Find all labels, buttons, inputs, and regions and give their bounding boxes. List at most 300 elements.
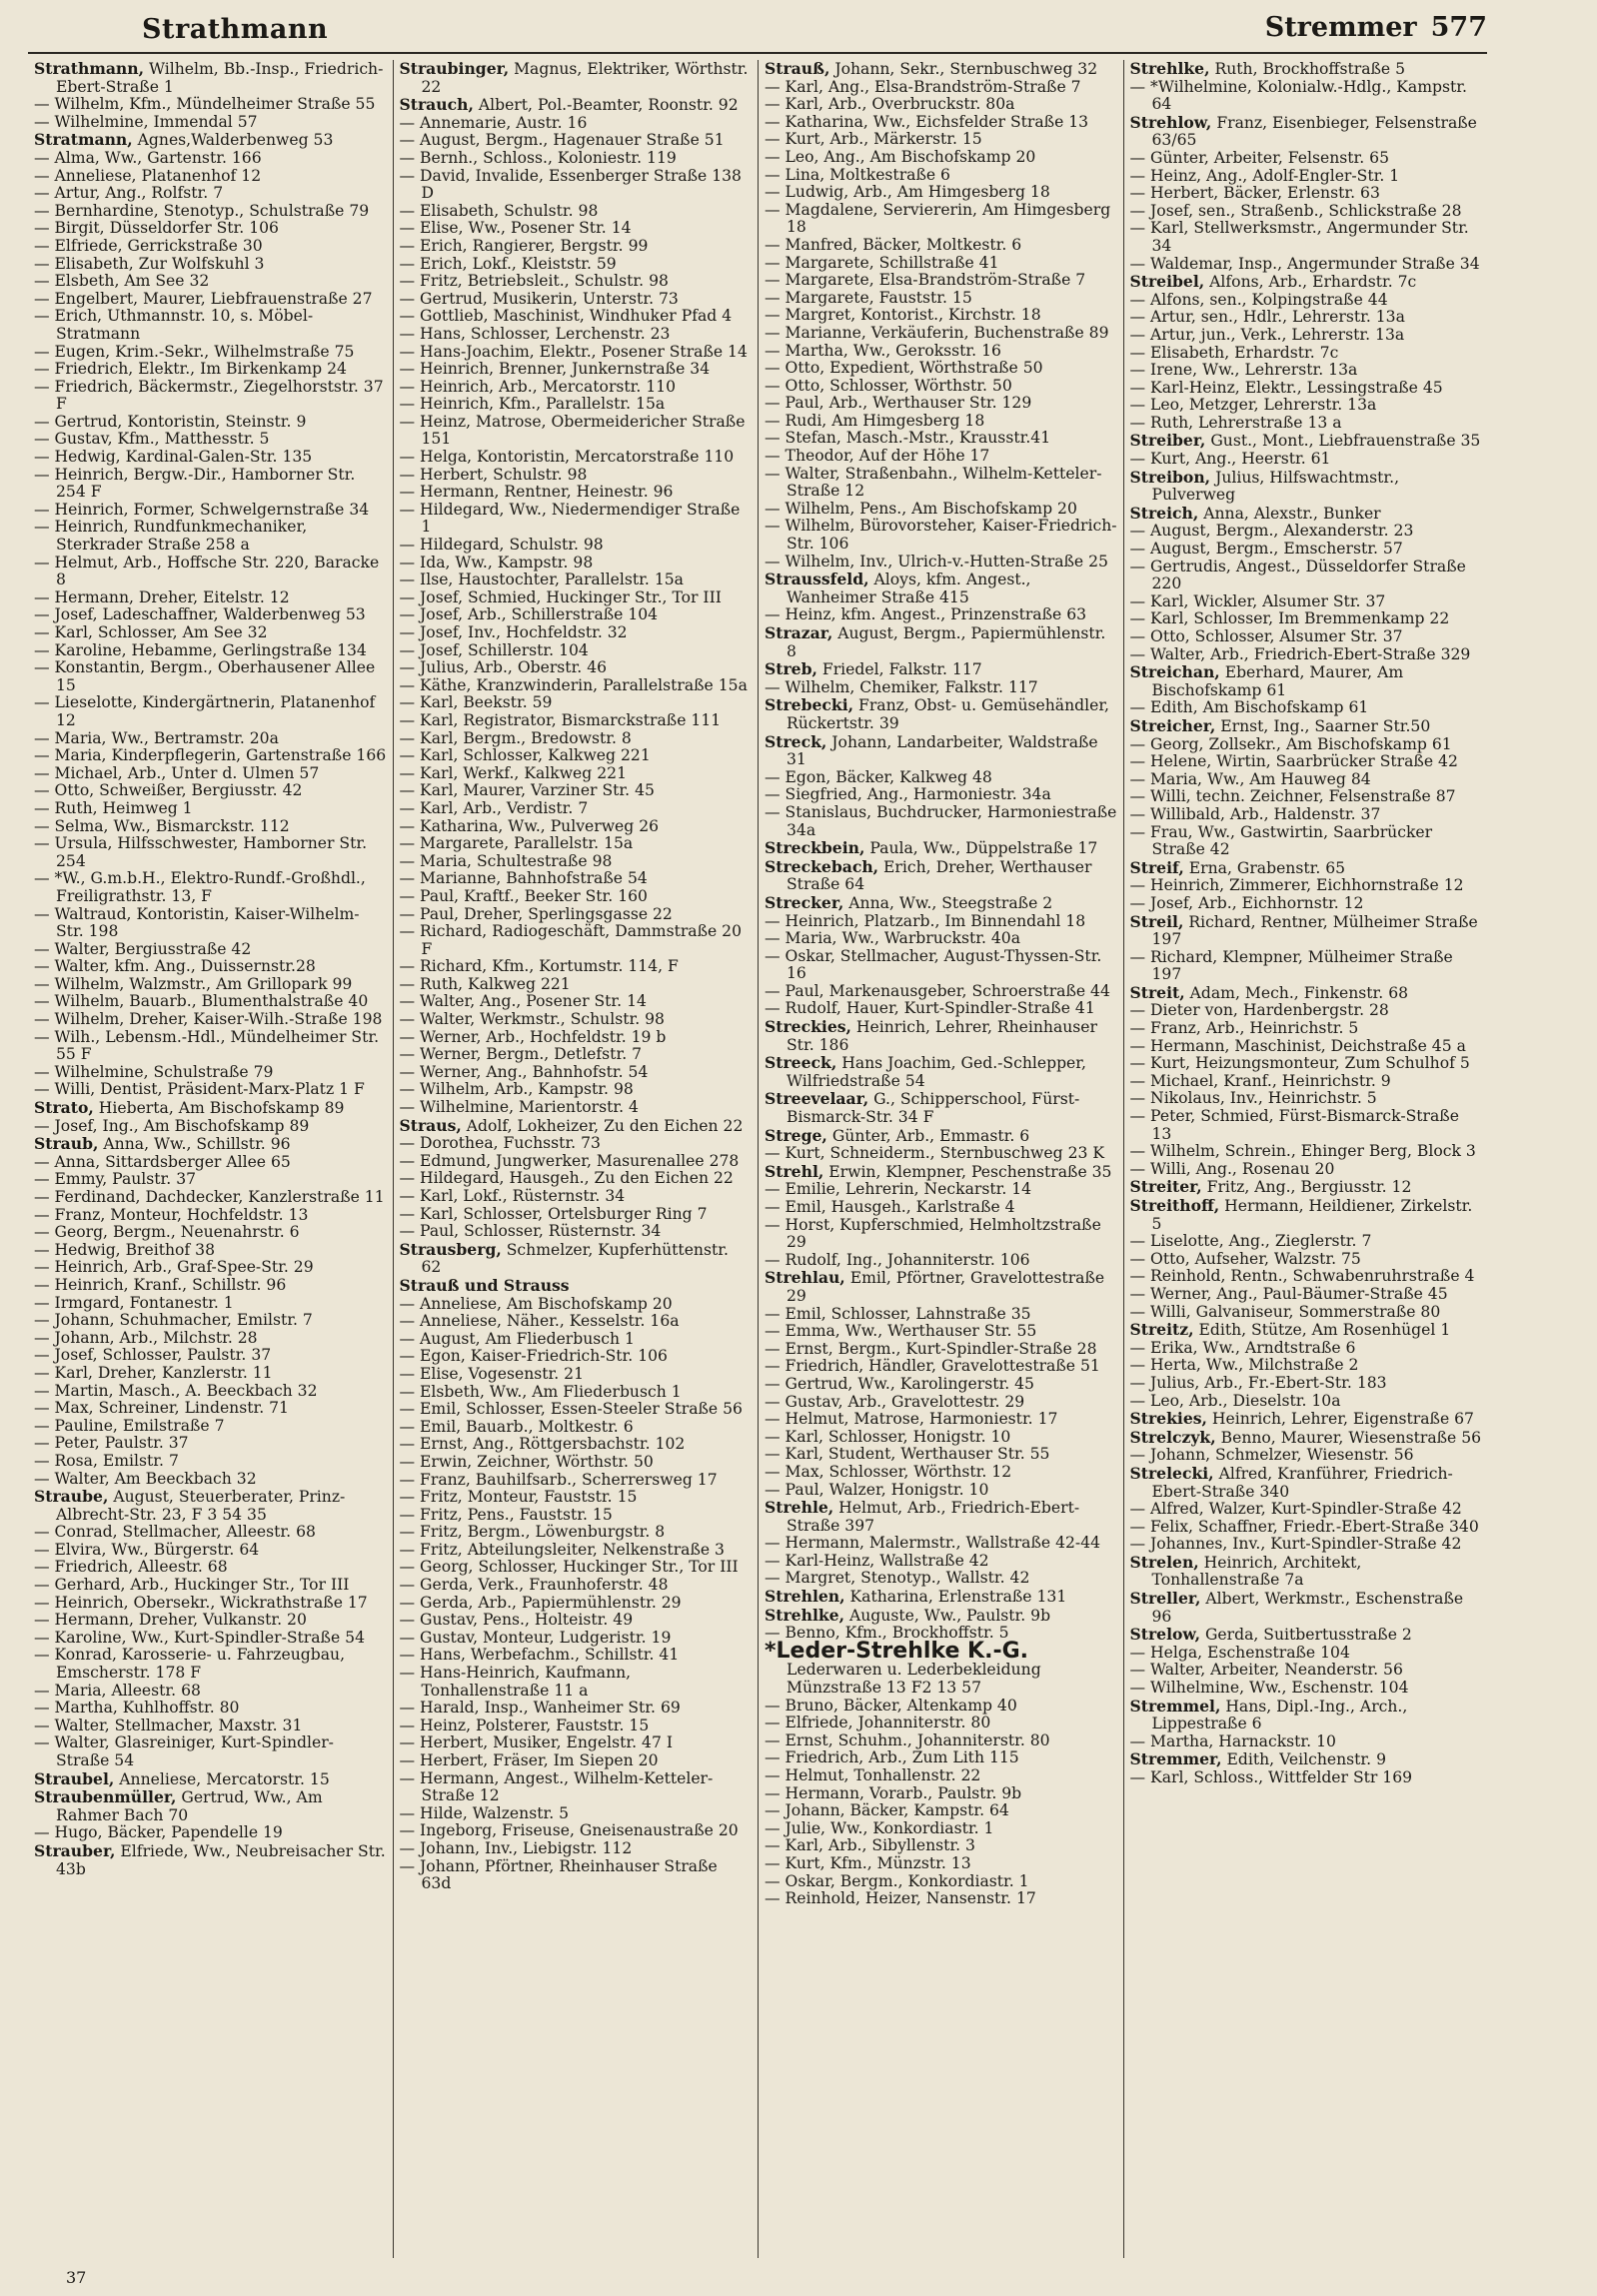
entry-details: — Paul, Markenausgeber, Schroerstraße 44 <box>765 981 1110 1000</box>
entry-details: — Wilhelm, Arb., Kampstr. 98 <box>399 1080 634 1099</box>
directory-entry <box>400 677 753 695</box>
entry-details: — Johann, Schuhmacher, Emilstr. 7 <box>34 1311 313 1330</box>
entry-details: — Werner, Ang., Bahnhofstr. 54 <box>399 1062 649 1081</box>
directory-entry <box>400 1858 753 1893</box>
directory-entry <box>34 1718 387 1735</box>
directory-entry <box>1130 559 1484 593</box>
directory-entry <box>1130 1393 1484 1411</box>
entry-details: — Wilhelm, Pens., Am Bischofskamp 20 <box>765 499 1077 518</box>
entry-details: — Erwin, Zeichner, Wörthstr. 50 <box>399 1452 654 1471</box>
entry-details: — Ernst, Ang., Röttgersbachstr. 102 <box>399 1435 686 1454</box>
directory-entry <box>765 1588 1117 1607</box>
entry-details: Erich, Dreher, Werthauser Straße 64 <box>787 857 1092 894</box>
entry-details: — Ferdinand, Dachdecker, Kanzlerstraße 11 <box>34 1188 385 1206</box>
directory-entry <box>1130 1357 1484 1375</box>
entry-details: — Julius, Arb., Oberstr. 46 <box>399 658 608 677</box>
entry-details: — Elsbeth, Ww., Am Fliederbusch 1 <box>399 1382 682 1401</box>
directory-entry <box>34 1118 387 1136</box>
entry-details: — Herbert, Musiker, Engelstr. 47 I <box>399 1733 674 1752</box>
directory-entry <box>765 114 1117 132</box>
entry-details: — Kurt, Kfm., Münzstr. 13 <box>765 1853 971 1872</box>
directory-entry <box>400 555 753 573</box>
entry-details: — Walter, Ang., Posener Str. 14 <box>399 992 647 1011</box>
directory-entry <box>765 1749 1117 1767</box>
directory-entry <box>34 1471 387 1489</box>
directory-entry <box>400 1313 753 1331</box>
entry-details: — Friedrich, Elektr., Im Birkenkamp 24 <box>34 360 347 379</box>
directory-entry <box>765 894 1117 913</box>
directory-entry <box>34 941 387 959</box>
column-3 <box>759 60 1124 2258</box>
directory-entry <box>400 326 753 344</box>
entry-details: — Wilhelmine, Immendal 57 <box>34 112 258 131</box>
entry-details: — Rudolf, Hauer, Kurt-Spindler-Straße 41 <box>765 999 1095 1018</box>
directory-entry <box>765 839 1117 858</box>
entry-details: — Werner, Bergm., Detlefstr. 7 <box>399 1045 643 1064</box>
directory-entry <box>765 1127 1117 1146</box>
directory-entry <box>34 1630 387 1648</box>
entry-details: August, Bergm., Papiermühlenstr. 8 <box>787 624 1106 660</box>
directory-entry <box>1130 541 1484 559</box>
directory-entry <box>1130 824 1484 859</box>
directory-entry <box>34 800 387 818</box>
directory-entry <box>765 1698 1117 1716</box>
entry-details: — Josef, Schlosser, Paulstr. 37 <box>34 1346 272 1365</box>
entry-details: Gust., Mont., Liebfrauenstraße 35 <box>1205 432 1481 451</box>
directory-entry <box>765 1145 1117 1163</box>
entry-details: — Alfred, Walzer, Kurt-Spindler-Straße 42 <box>1129 1500 1462 1519</box>
directory-entry <box>765 360 1117 378</box>
directory-entry <box>1130 771 1484 789</box>
entry-details: — Stanislaus, Buchdrucker, Harmoniestraße 34a <box>765 802 1117 839</box>
entry-details: — Engelbert, Maurer, Liebfrauenstraße 27 <box>34 289 373 308</box>
entry-details: — Heinrich, Arb., Graf-Spee-Str. 29 <box>34 1258 314 1277</box>
entry-details: — Wilhelmine, Ww., Eschenstr. 104 <box>1129 1679 1409 1698</box>
entry-details: — Franz, Monteur, Hochfeldstr. 13 <box>34 1205 309 1224</box>
entry-details: — Dorothea, Fuchsstr. 73 <box>399 1134 601 1153</box>
entry-details: — Kurt, Heizungsmonteur, Zum Schulhof 5 <box>1129 1054 1470 1073</box>
entry-details: — Walter, Glasreiniger, Kurt-Spindler-Straße 54 <box>34 1733 334 1769</box>
entry-details: — Josef, Schmied, Huckinger Str., Tor III <box>399 587 722 606</box>
entry-details: — Wilhelm, Chemiker, Falkstr. 117 <box>765 677 1038 696</box>
entry-details: — Hildegard, Hausgeh., Zu den Eichen 22 <box>399 1169 734 1188</box>
entry-details: Katharina, Erlenstraße 131 <box>844 1588 1067 1607</box>
directory-entry <box>34 519 387 554</box>
directory-entry <box>1130 1268 1484 1286</box>
entry-details: — Magdalene, Serviererin, Am Himgesberg 18 <box>765 200 1111 237</box>
entry-details: — Annemarie, Austr. 16 <box>399 113 588 132</box>
entry-surname: Streil, <box>1129 911 1184 931</box>
entry-details: — Edmund, Jungwerker, Masurenallee 278 <box>399 1151 740 1170</box>
directory-entry <box>34 1734 387 1769</box>
directory-entry <box>1130 114 1484 150</box>
entry-details: — Herbert, Bäcker, Erlenstr. 63 <box>1129 184 1380 203</box>
directory-entry <box>765 1802 1117 1820</box>
directory-entry <box>1130 256 1484 274</box>
directory-entry <box>34 906 387 941</box>
entry-surname: Strehlke, <box>765 1605 845 1625</box>
directory-entry <box>34 993 387 1011</box>
directory-entry <box>400 379 753 397</box>
entry-details: — Helmut, Matrose, Harmoniestr. 17 <box>765 1410 1058 1429</box>
directory-entry <box>765 1000 1117 1018</box>
directory-entry <box>1130 1002 1484 1020</box>
entry-surname: Streiber, <box>1129 431 1206 451</box>
entry-details: Adolf, Lokheizer, Zu den Eichen 22 <box>461 1116 744 1135</box>
directory-entry <box>765 1607 1117 1626</box>
entry-details: — Leo, Arb., Dieselstr. 10a <box>1129 1391 1341 1410</box>
directory-entry <box>1130 1519 1484 1537</box>
entry-details: — Heinz, Polsterer, Fauststr. 15 <box>399 1716 650 1734</box>
directory-entry <box>765 1446 1117 1464</box>
directory-entry <box>34 256 387 274</box>
directory-entry <box>400 606 753 624</box>
directory-entry <box>765 858 1117 894</box>
entry-details: — Margarete, Parallelstr. 15a <box>399 834 634 853</box>
entry-details: — Ruth, Heimweg 1 <box>34 798 193 817</box>
entry-details: Hans, Dipl.-Ing., Arch., Lippestraße 6 <box>1151 1697 1408 1733</box>
directory-entry <box>1130 699 1484 717</box>
entry-details: — Johann, Schmelzer, Wiesenstr. 56 <box>1129 1446 1414 1465</box>
directory-entry <box>765 1323 1117 1341</box>
directory-entry <box>1130 505 1484 524</box>
directory-entry <box>765 413 1117 431</box>
directory-entry <box>765 983 1117 1001</box>
directory-entry <box>1130 788 1484 806</box>
directory-entry <box>400 60 753 96</box>
entry-details: — Walter, Stellmacher, Maxstr. 31 <box>34 1716 303 1734</box>
directory-entry <box>1130 1750 1484 1769</box>
directory-entry <box>1130 203 1484 221</box>
directory-entry <box>765 1394 1117 1412</box>
entry-details: — Hermann, Dreher, Vulkanstr. 20 <box>34 1611 307 1630</box>
entry-details: — Karl, Beekstr. 59 <box>399 693 553 712</box>
entry-details: — Heinz, Matrose, Obermeidericher Straße 151 <box>399 412 746 449</box>
directory-entry <box>34 1029 387 1064</box>
directory-entry <box>1130 1536 1484 1554</box>
directory-entry <box>400 1647 753 1665</box>
directory-entry <box>400 1630 753 1648</box>
entry-details: Franz, Eisenbieger, Felsenstraße 63/65 <box>1151 113 1477 150</box>
entry-surname: Streitz, <box>1129 1320 1194 1340</box>
entry-details: — Karl, Schlosser, Am See 32 <box>34 623 268 641</box>
directory-entry <box>765 660 1117 679</box>
directory-entry <box>1130 1554 1484 1590</box>
directory-entry <box>400 1153 753 1171</box>
entry-details: — Wilh., Lebensm.-Hdl., Mündelheimer Str. 55 F <box>34 1027 380 1064</box>
entry-details: Albert, Werkmstr., Eschenstraße 96 <box>1151 1590 1464 1626</box>
directory-entry <box>1130 1233 1484 1251</box>
entry-surname: Streicher, <box>1129 715 1216 735</box>
entry-details: — Karoline, Hebamme, Gerlingstraße 134 <box>34 640 367 659</box>
entry-details: Gerda, Suitbertusstraße 2 <box>1200 1626 1412 1645</box>
directory-entry <box>400 976 753 994</box>
directory-entry <box>1130 309 1484 327</box>
directory-entry <box>400 1419 753 1437</box>
directory-entry <box>34 60 387 96</box>
entry-details: — Maria, Ww., Bertramstr. 20a <box>34 728 279 747</box>
directory-entry <box>400 1454 753 1472</box>
entry-details: Emil, Pförtner, Gravelottestraße 29 <box>787 1269 1105 1305</box>
directory-entry <box>400 467 753 485</box>
directory-entry <box>765 624 1117 660</box>
entry-details: — Karl, Lokf., Rüsternstr. 34 <box>399 1187 626 1205</box>
entry-details: — Ursula, Hilfsschwester, Hamborner Str. 254 <box>34 834 368 870</box>
entry-details: — Martin, Masch., A. Beeckbach 32 <box>34 1381 318 1400</box>
column-2 <box>394 60 760 2258</box>
entry-surname: Straubinger, <box>399 60 510 78</box>
entry-details: — Oskar, Bergm., Konkordiastr. 1 <box>765 1871 1029 1890</box>
entry-details: — Dieter von, Hardenbergstr. 28 <box>1129 1001 1389 1020</box>
directory-entry <box>1130 646 1484 664</box>
directory-entry <box>1130 1073 1484 1091</box>
directory-entry <box>34 1700 387 1718</box>
entry-details: — Elisabeth, Erhardstr. 7c <box>1129 343 1339 362</box>
entry-details: — Otto, Schlosser, Wörthstr. 50 <box>765 376 1012 395</box>
entry-details: — *W., G.m.b.H., Elektro-Rundf.-Großhdl., Freiligrathstr. 13, F <box>34 869 366 905</box>
entry-details: Alfons, Arb., Erhardstr. 7c <box>1204 273 1417 292</box>
entry-details: Aloys, kfm. Angest., Wanheimer Straße 415 <box>787 571 1031 606</box>
directory-entry <box>765 1269 1117 1305</box>
entry-details: — Paul, Schlosser, Rüsternstr. 34 <box>399 1222 662 1241</box>
directory-entry <box>1130 1197 1484 1233</box>
directory-entry <box>765 272 1117 290</box>
entry-surname: Stratmann, <box>34 130 133 150</box>
entry-details: Heinrich, Lehrer, Rheinhauser Str. 186 <box>787 1018 1097 1054</box>
entry-surname: Streller, <box>1129 1589 1201 1609</box>
entry-details: — Karoline, Ww., Kurt-Spindler-Straße 54 <box>34 1628 365 1647</box>
entry-details: — Paul, Arb., Werthauser Str. 129 <box>765 394 1032 413</box>
directory-entry <box>34 835 387 870</box>
directory-entry <box>1130 949 1484 984</box>
entry-details: Johann, Sekr., Sternbuschweg 32 <box>829 60 1098 78</box>
entry-surname: Strehle, <box>765 1498 834 1518</box>
entry-surname: Strauch, <box>399 95 474 115</box>
directory-entry <box>765 325 1117 343</box>
directory-entry <box>1130 1662 1484 1680</box>
entry-surname: Streif, <box>1129 857 1184 877</box>
entry-details: — Ida, Ww., Kampstr. 98 <box>399 553 594 572</box>
entry-details: — Emma, Ww., Werthauser Str. 55 <box>765 1322 1037 1341</box>
entry-details: — Otto, Expedient, Wörthstraße 50 <box>765 359 1043 378</box>
directory-entry <box>1130 1645 1484 1663</box>
entry-details: — Maria, Alleestr. 68 <box>34 1681 201 1700</box>
entry-details: — Reinhold, Rentn., Schwabenruhrstraße 4 <box>1129 1267 1475 1286</box>
entry-details: Johann, Landarbeiter, Waldstraße 31 <box>787 732 1098 769</box>
entry-details: — Eugen, Krim.-Sekr., Wilhelmstraße 75 <box>34 342 355 361</box>
entry-details: — Felix, Schaffner, Friedr.-Ebert-Straße 340 <box>1129 1517 1479 1536</box>
directory-entry <box>765 948 1117 983</box>
entry-details: — Marianne, Bahnhofstraße 54 <box>399 869 648 888</box>
directory-entry <box>1130 1161 1484 1179</box>
entry-details: — Käthe, Kranzwinderin, Parallelstraße 15a <box>399 675 748 694</box>
directory-entry <box>1130 1375 1484 1393</box>
entry-surname: Strausberg, <box>399 1239 502 1259</box>
directory-entry <box>765 237 1117 255</box>
entry-details: Anna, Ww., Schillstr. 96 <box>98 1135 291 1154</box>
directory-entry <box>400 1366 753 1384</box>
directory-entry <box>1130 1501 1484 1519</box>
entry-details: — Maria, Schultestraße 98 <box>399 851 613 870</box>
directory-entry <box>400 1046 753 1064</box>
entry-details: — Fritz, Bergm., Löwenburgstr. 8 <box>399 1523 666 1542</box>
directory-entry <box>34 168 387 186</box>
directory-entry <box>400 1170 753 1188</box>
directory-entry <box>400 1770 753 1805</box>
entry-details: Paula, Ww., Düppelstraße 17 <box>864 839 1098 858</box>
entry-details: Albert, Pol.-Beamter, Roonstr. 92 <box>473 96 739 115</box>
directory-entry <box>400 1188 753 1206</box>
entry-details: Heinrich, Architekt, Tonhallenstraße 7a <box>1151 1553 1362 1590</box>
entry-details: — David, Invalide, Essenberger Straße 138 D <box>399 166 742 203</box>
entry-details: — Gustav, Monteur, Ludgeristr. 19 <box>399 1628 672 1647</box>
directory-entry <box>34 1435 387 1453</box>
directory-entry <box>765 1252 1117 1270</box>
entry-details: — Egon, Kaiser-Friedrich-Str. 106 <box>399 1347 668 1366</box>
directory-entry <box>1130 1429 1484 1448</box>
directory-entry <box>765 1820 1117 1838</box>
entry-details: — Wilhelm, Bauarb., Blumenthalstraße 40 <box>34 992 369 1011</box>
directory-entry <box>400 1840 753 1858</box>
column-4 <box>1124 60 1490 2258</box>
directory-entry <box>400 132 753 150</box>
directory-entry <box>400 642 753 660</box>
directory-entry <box>34 976 387 994</box>
directory-entry <box>34 1330 387 1348</box>
directory-entry <box>34 1770 387 1789</box>
directory-entry <box>765 606 1117 624</box>
entry-surname: Streckebach, <box>765 856 879 876</box>
entry-details: — Marianne, Verkäuferin, Buchenstraße 89 <box>765 323 1109 342</box>
directory-entry <box>400 308 753 326</box>
directory-entry <box>1130 1733 1484 1751</box>
entry-details: — Leo, Metzger, Lehrerstr. 13a <box>1129 396 1377 415</box>
directory-entry <box>765 1837 1117 1855</box>
directory-entry <box>765 1890 1117 1908</box>
entry-details: Edith, Stütze, Am Rosenhügel 1 <box>1193 1321 1451 1340</box>
directory-entry <box>34 765 387 783</box>
entry-details: Friedel, Falkstr. 117 <box>816 660 982 679</box>
entry-details: — Walter, Am Beeckbach 32 <box>34 1469 257 1488</box>
directory-entry <box>765 696 1117 732</box>
entry-details: — Heinz, Ang., Adolf-Engler-Str. 1 <box>1129 166 1400 185</box>
directory-entry <box>34 1099 387 1118</box>
directory-entry <box>400 203 753 221</box>
entry-details: — Franz, Arb., Heinrichstr. 5 <box>1129 1019 1359 1038</box>
entry-surname: Streibon, <box>1129 467 1211 487</box>
directory-entry <box>400 1206 753 1224</box>
directory-entry <box>765 1767 1117 1785</box>
directory-entry <box>765 1638 1117 1698</box>
entry-details: — Wilhelmine, Schulstraße 79 <box>34 1062 274 1081</box>
entry-details: Auguste, Ww., Paulstr. 9b <box>844 1606 1051 1625</box>
entry-details: — Josef, Ing., Am Bischofskamp 89 <box>34 1116 310 1135</box>
entry-details: — Maria, Ww., Warbruckstr. 40a <box>765 929 1021 948</box>
directory-entry <box>400 747 753 765</box>
entry-details: — Ruth, Kalkweg 221 <box>399 974 571 993</box>
entry-details: — Heinrich, Kranf., Schillstr. 96 <box>34 1275 287 1294</box>
entry-details: Erna, Grabenstr. 65 <box>1183 858 1346 877</box>
entry-details: — Hedwig, Kardinal-Galen-Str. 135 <box>34 448 313 467</box>
directory-entry <box>765 1054 1117 1090</box>
entry-details: Ruth, Brockhoffstraße 5 <box>1209 60 1406 78</box>
entry-details: — Friedrich, Händler, Gravelottestraße 51 <box>765 1357 1100 1376</box>
entry-details: — Rudolf, Ing., Johanniterstr. 106 <box>765 1250 1030 1269</box>
directory-entry <box>34 1277 387 1295</box>
entry-details: Edith, Veilchenstr. 9 <box>1221 1750 1387 1769</box>
directory-entry <box>1130 1090 1484 1108</box>
directory-entry <box>765 1855 1117 1873</box>
entry-details: — Ernst, Schuhm., Johanniterstr. 80 <box>765 1730 1050 1749</box>
entry-details: Magnus, Elektriker, Wörthstr. 22 <box>421 60 749 96</box>
directory-entry <box>400 537 753 555</box>
directory-entry <box>400 1348 753 1366</box>
entry-details: — Karl, Registrator, Bismarckstraße 111 <box>399 710 722 729</box>
entry-details: — Johann, Pförtner, Rheinhauser Straße 63d <box>399 1856 718 1893</box>
entry-details: — Anneliese, Am Bischofskamp 20 <box>399 1294 673 1313</box>
directory-entry <box>34 1788 387 1824</box>
entry-details: — Hermann, Angest., Wilhelm-Ketteler-Straße 12 <box>399 1768 714 1805</box>
directory-entry <box>400 1595 753 1613</box>
directory-entry <box>34 1312 387 1330</box>
directory-entry <box>34 502 387 520</box>
entry-details: — Bruno, Bäcker, Altenkamp 40 <box>765 1696 1017 1715</box>
entry-surname: Strehlen, <box>765 1587 845 1607</box>
entry-details: — Elise, Ww., Posener Str. 14 <box>399 219 632 238</box>
directory-entry <box>400 993 753 1011</box>
entry-details: — Herbert, Fräser, Im Siepen 20 <box>399 1751 659 1769</box>
directory-entry <box>765 1429 1117 1447</box>
entry-details: — Hans, Werbefachm., Schillstr. 41 <box>399 1646 680 1665</box>
entry-details: Erwin, Klempner, Peschenstraße 35 <box>823 1162 1112 1181</box>
directory-entry <box>34 818 387 836</box>
entry-surname: Strehlke, <box>1129 60 1210 78</box>
directory-entry <box>400 712 753 730</box>
entry-details: — Georg, Zollsekr., Am Bischofskamp 61 <box>1129 734 1452 753</box>
column-1 <box>28 60 394 2258</box>
entry-details: — Julius, Arb., Fr.-Ebert-Str. 183 <box>1129 1373 1387 1392</box>
entry-details: — Bernhardine, Stenotyp., Schulstraße 79 <box>34 201 370 220</box>
directory-entry <box>765 1464 1117 1482</box>
entry-details: Günter, Arb., Emmastr. 6 <box>826 1126 1030 1145</box>
entry-details: — Margarete, Elsa-Brandström-Straße 7 <box>765 271 1086 290</box>
entry-details: — Lieselotte, Kindergärtnerin, Platanenhof 12 <box>34 693 376 729</box>
directory-entry <box>400 730 753 748</box>
directory-entry <box>765 1358 1117 1376</box>
entry-details: — Walter, Straßenbahn., Wilhelm-Ketteler-Straße 12 <box>765 464 1102 501</box>
page-number: 577 <box>1430 12 1487 43</box>
entry-details: — Wilhelm, Inv., Ulrich-v.-Hutten-Straße 25 <box>765 552 1108 571</box>
entry-details: — Walter, Werkmstr., Schulstr. 98 <box>399 1010 665 1029</box>
entry-details: — Martha, Harnackstr. 10 <box>1129 1731 1336 1750</box>
directory-entry <box>765 1785 1117 1803</box>
entry-details: — Gertrud, Ww., Karolingerstr. 45 <box>765 1374 1034 1393</box>
page-footer: 37 <box>66 2268 87 2287</box>
entry-details: — Bernh., Schloss., Koloniestr. 119 <box>399 148 677 167</box>
entry-details: — Irmgard, Fontanestr. 1 <box>34 1293 234 1312</box>
directory-entry <box>1130 753 1484 771</box>
directory-entry <box>34 1683 387 1701</box>
directory-entry <box>1130 292 1484 310</box>
entry-details: August, Steuerberater, Prinz-Albrecht-Str. 23, F 3 54 35 <box>56 1488 346 1524</box>
entry-details: — Wilhelm, Dreher, Kaiser-Wilh.-Straße 198 <box>34 1010 383 1029</box>
directory-entry <box>34 1400 387 1418</box>
directory-entry <box>400 1296 753 1314</box>
directory-entry <box>765 202 1117 237</box>
entry-details: — Liselotte, Ang., Zieglerstr. 7 <box>1129 1232 1372 1251</box>
directory-entry <box>1130 1698 1484 1733</box>
entry-details: — Johannes, Inv., Kurt-Spindler-Straße 42 <box>1129 1535 1462 1554</box>
